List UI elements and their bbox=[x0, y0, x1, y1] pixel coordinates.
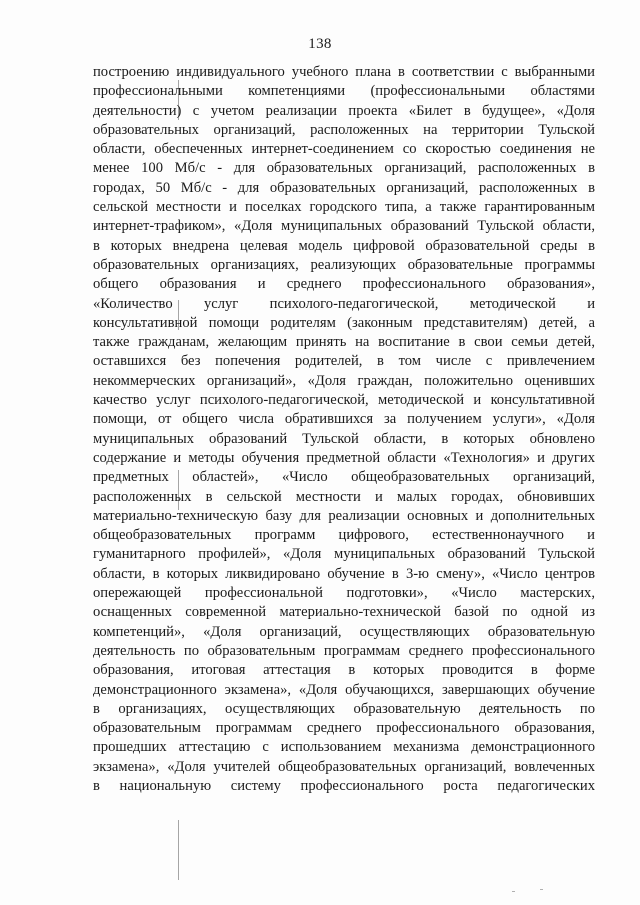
text-line: общеобразовательных программ цифрового, естественнонаучного и bbox=[93, 527, 595, 544]
text-line: оснащенных современной материально-технической базой по одной из bbox=[93, 604, 595, 621]
text-line: прошедших аттестацию с использованием механизма демонстрационного bbox=[93, 739, 595, 756]
scan-speck bbox=[512, 891, 515, 892]
text-line: образовательным программам среднего профессионального образования, bbox=[93, 720, 595, 737]
text-line: профессиональными компетенциями (профессиональными областями bbox=[93, 83, 595, 100]
text-line: содержание и методы обучения предметной области «Технология» и других bbox=[93, 449, 595, 466]
text-line: муниципальных образований Тульской области, в которых обновлено bbox=[93, 430, 595, 447]
text-line: в организациях, осуществляющих образовательную деятельность по bbox=[93, 700, 595, 717]
body-text bbox=[93, 63, 595, 796]
text-line: образовательных организаций, расположенных на территории Тульской bbox=[93, 121, 595, 138]
text-line: также гражданам, желающим принять на воспитание в свои семьи детей, bbox=[93, 334, 595, 351]
text-line: опережающей профессиональной подготовки», «Число мастерских, bbox=[93, 585, 595, 602]
text-line: области, обеспеченных интернет-соединением со скоростью соединения не bbox=[93, 141, 595, 158]
text-line: оставшихся без попечения родителей, в том числе с привлечением bbox=[93, 353, 595, 370]
text-line: компетенций», «Доля организаций, осуществляющих образовательную bbox=[93, 623, 595, 640]
text-line: гуманитарного профилей», «Доля муниципальных образований Тульской bbox=[93, 546, 595, 563]
text-line: деятельности) с учетом реализации проекта «Билет в будущее», «Доля bbox=[93, 102, 595, 119]
text-line: построению индивидуального учебного плана в соответствии с выбранными bbox=[93, 64, 595, 80]
text-line: качество услуг психолого-педагогической, методической и консультативной bbox=[93, 392, 595, 409]
text-line: некоммерческих организаций», «Доля граждан, положительно оценивших bbox=[93, 372, 595, 389]
text-line: области, в которых ликвидировано обучение в 3-ю смену», «Число центров bbox=[93, 565, 595, 582]
scan-fold-mark bbox=[178, 820, 179, 880]
page-number: 138 bbox=[308, 36, 332, 52]
text-line: сельской местности и поселках городского типа, а также гарантированным bbox=[93, 199, 595, 216]
text-line: в национальную систему профессионального роста педагогических bbox=[93, 777, 595, 794]
text-line: общего образования и среднего профессионального образования», bbox=[93, 276, 595, 293]
text-line: в которых внедрена целевая модель цифровой образовательной среды в bbox=[93, 237, 595, 254]
text-line: экзамена», «Доля учителей общеобразовательных организаций, вовлеченных bbox=[93, 758, 595, 775]
text-line: менее 100 Мб/с - для образовательных организаций, расположенных в bbox=[93, 160, 595, 177]
text-line: «Количество услуг психолого-педагогической, методической и bbox=[93, 295, 595, 312]
text-line: демонстрационного экзамена», «Доля обучающихся, завершающих обучение bbox=[93, 681, 595, 698]
text-line: интернет-трафиком», «Доля муниципальных образований Тульской области, bbox=[93, 218, 595, 235]
text-line: городах, 50 Мб/с - для образовательных организаций, расположенных в bbox=[93, 179, 595, 196]
text-line: предметных областей», «Число общеобразовательных организаций, bbox=[93, 469, 595, 486]
text-line: расположенных в сельской местности и малых городах, обновивших bbox=[93, 488, 595, 505]
text-line: деятельность по образовательным программам среднего профессионального bbox=[93, 642, 595, 659]
text-line: материально-техническую базу для реализации основных и дополнительных bbox=[93, 507, 595, 524]
scan-speck bbox=[540, 889, 543, 890]
text-line: образования, итоговая аттестация в которых проводится в форме bbox=[93, 662, 595, 679]
text-line: консультативной помощи родителям (законным представителям) детей, а bbox=[93, 314, 595, 331]
text-line: помощи, от общего числа обратившихся за получением услуги», «Доля bbox=[93, 411, 595, 428]
text-line: образовательных организациях, реализующих образовательные программы bbox=[93, 256, 595, 273]
